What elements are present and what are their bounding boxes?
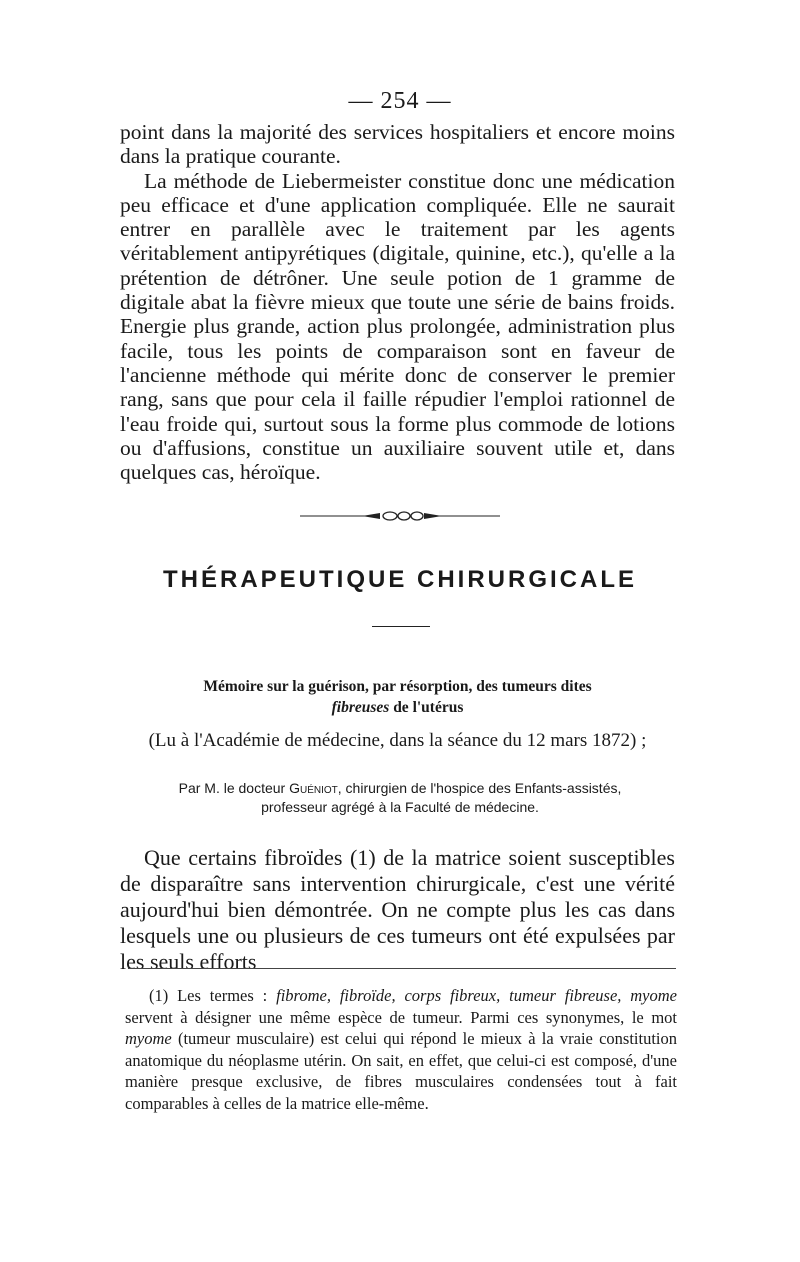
reading-note: (Lu à l'Académie de médecine, dans la séance du 12 mars 1872) ; — [148, 730, 647, 751]
author-prefix: Par M. le docteur — [178, 780, 286, 796]
footnote — [125, 985, 677, 1114]
author-credit — [130, 779, 670, 817]
author-title: professeur agrégé à la Faculté de médecine. — [261, 799, 539, 815]
memoire-title-part-2: de l'utérus — [393, 699, 464, 716]
body-paragraph-1 — [120, 120, 675, 484]
memoire-heading — [120, 676, 675, 718]
footnote-lead: (1) Les termes : — [149, 986, 268, 1005]
title-underline — [372, 626, 430, 627]
liebermeister-paragraph: La méthode de Liebermeister constitue donc une médication peu efficace et d'une application compliquée. Elle ne saurait entrer en parallèle avec le traitement par les agents véritablement antipyrétiques (digitale, quinine, etc.), qu'elle a la prétention de détrôner. Une seule potion de 1 gramme de digitale abat la fièvre mieux que toute une série de bains froids. Energie plus grande, action plus prolongée, administration plus facile, tous les points de comparaison sont en faveur de l'ancienne méthode qui mérite donc de conserver le premier rang, sans que pour cela il faille répudier l'emploi rationnel de l'eau froide qui, surtout sous la forme plus commode de lotions ou d'affusions, constitue un auxiliaire souvent utile et, dans quelques cas, héroïque. — [120, 168, 675, 485]
footnote-mid: servent à désigner une même espèce de tumeur. Parmi ces synonymes, le mot — [125, 1007, 677, 1027]
ornamental-divider — [300, 510, 500, 522]
memoire-title-italic: fibreuses — [331, 699, 390, 716]
page-number: — 254 — — [348, 88, 452, 114]
author-suffix: , chirurgien de l'hospice des Enfants-assistés, — [337, 780, 622, 796]
footnote-separator — [128, 968, 676, 969]
body-paragraph-2: Que certains fibroïdes (1) de la matrice soient susceptibles de disparaître sans intervention chirurgicale, c'est une vérité aujourd'hui bien démontrée. On ne compte plus les cas dans lesquels une ou plusieurs de ces tumeurs ont été expulsées par les seuls efforts — [120, 845, 675, 974]
footnote-rest: (tumeur musculaire) est celui qui répond le mieux à la vraie constitution anatomique du néoplasme utérin. On sait, en effet, que celui-ci est composé, d'une manière presque exclusive, de fibres musculaires condensées tout à fait comparables à celles de la matrice elle-même. — [125, 1029, 678, 1113]
memoire-title-part-1: Mémoire sur la guérison, par résorption, des tumeurs dites — [203, 678, 592, 695]
footnote-myome: myome — [125, 1029, 172, 1048]
section-title: THÉRAPEUTIQUE CHIRURGICALE — [162, 566, 637, 593]
author-name: Guéniot — [289, 780, 338, 796]
footnote-terms: fibrome, fibroïde, corps fibreux, tumeur fibreuse, myome — [276, 986, 677, 1005]
continued-text: point dans la majorité des services hospitaliers et encore moins dans la pratique courante. — [120, 120, 675, 169]
